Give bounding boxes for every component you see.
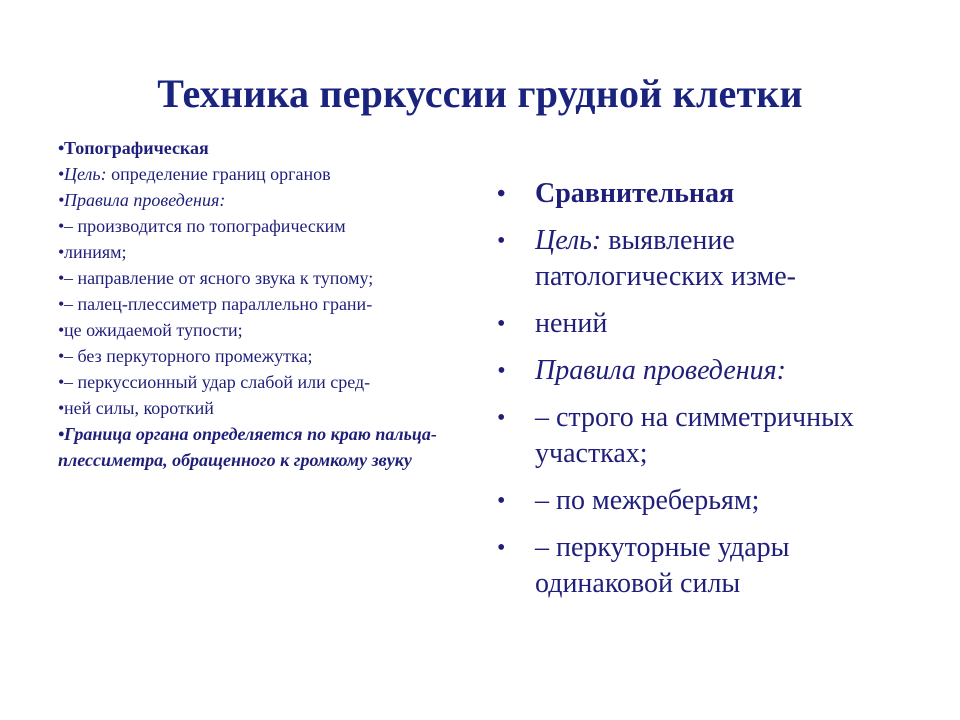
- bullet-icon: •: [497, 405, 506, 431]
- bullet-icon: •: [58, 216, 65, 236]
- comparative-column: [497, 176, 917, 613]
- topographic-goal: [58, 161, 478, 187]
- topographic-rule-line: •– без перкуторного промежутка;: [58, 343, 478, 369]
- bullet-icon: •: [58, 190, 65, 210]
- bullet-icon: •: [58, 268, 65, 288]
- comparative-rule-line: • – строго на симметричных участках;: [497, 402, 854, 469]
- comparative-goal: [497, 223, 917, 295]
- topographic-rules-label: •Правила проведения:: [58, 187, 478, 213]
- bullet-icon: •: [58, 346, 65, 366]
- comparative-heading: • Сравнительная: [497, 176, 917, 212]
- bullet-icon: •: [58, 164, 65, 184]
- topographic-column: [58, 135, 478, 473]
- bullet-icon: •: [497, 535, 506, 561]
- goal-label: Цель:: [64, 164, 107, 184]
- comparative-goal-continued: • нений: [497, 306, 917, 342]
- slide-title: Техника перкуссии грудной клетки: [157, 71, 803, 116]
- bullet-icon: •: [58, 294, 65, 314]
- comparative-rules-label: • Правила проведения:: [497, 353, 917, 389]
- topographic-rule-line: •ней силы, короткий: [58, 395, 478, 421]
- bullet-icon: •: [58, 138, 65, 158]
- bullet-icon: •: [58, 372, 65, 392]
- bullet-icon: •: [58, 398, 65, 418]
- bullet-icon: •: [58, 242, 65, 262]
- goal-text: определение границ органов: [106, 164, 331, 184]
- topographic-rule-line: •– перкуссионный удар слабой или сред-: [58, 369, 478, 395]
- topographic-conclusion: •Граница органа определяется по краю пальца-плессиметра, обращенного к громкому звуку: [58, 421, 478, 473]
- topographic-rule-line: •це ожидаемой тупости;: [58, 317, 478, 343]
- bullet-icon: •: [497, 358, 506, 384]
- comparative-rule-line: • – по межреберьям;: [497, 483, 917, 519]
- topographic-heading: •Топографическая: [58, 135, 478, 161]
- bullet-icon: •: [58, 320, 65, 340]
- comparative-rule-line: • – перкуторные удары одинаковой силы: [497, 532, 790, 599]
- topographic-rule-line: •линиям;: [58, 239, 478, 265]
- bullet-icon: •: [497, 311, 506, 337]
- goal-label: Цель:: [535, 225, 602, 256]
- topographic-rule-line: •– производится по топографическим: [58, 213, 478, 239]
- goal-text: выявление патологических изме-: [535, 225, 796, 292]
- bullet-icon: •: [497, 488, 506, 514]
- topographic-rule-line: •– направление от ясного звука к тупому;: [58, 265, 478, 291]
- bullet-icon: •: [497, 181, 506, 207]
- bullet-icon: •: [58, 424, 65, 444]
- bullet-icon: •: [497, 228, 506, 254]
- topographic-rule-line: •– палец-плессиметр параллельно грани-: [58, 291, 478, 317]
